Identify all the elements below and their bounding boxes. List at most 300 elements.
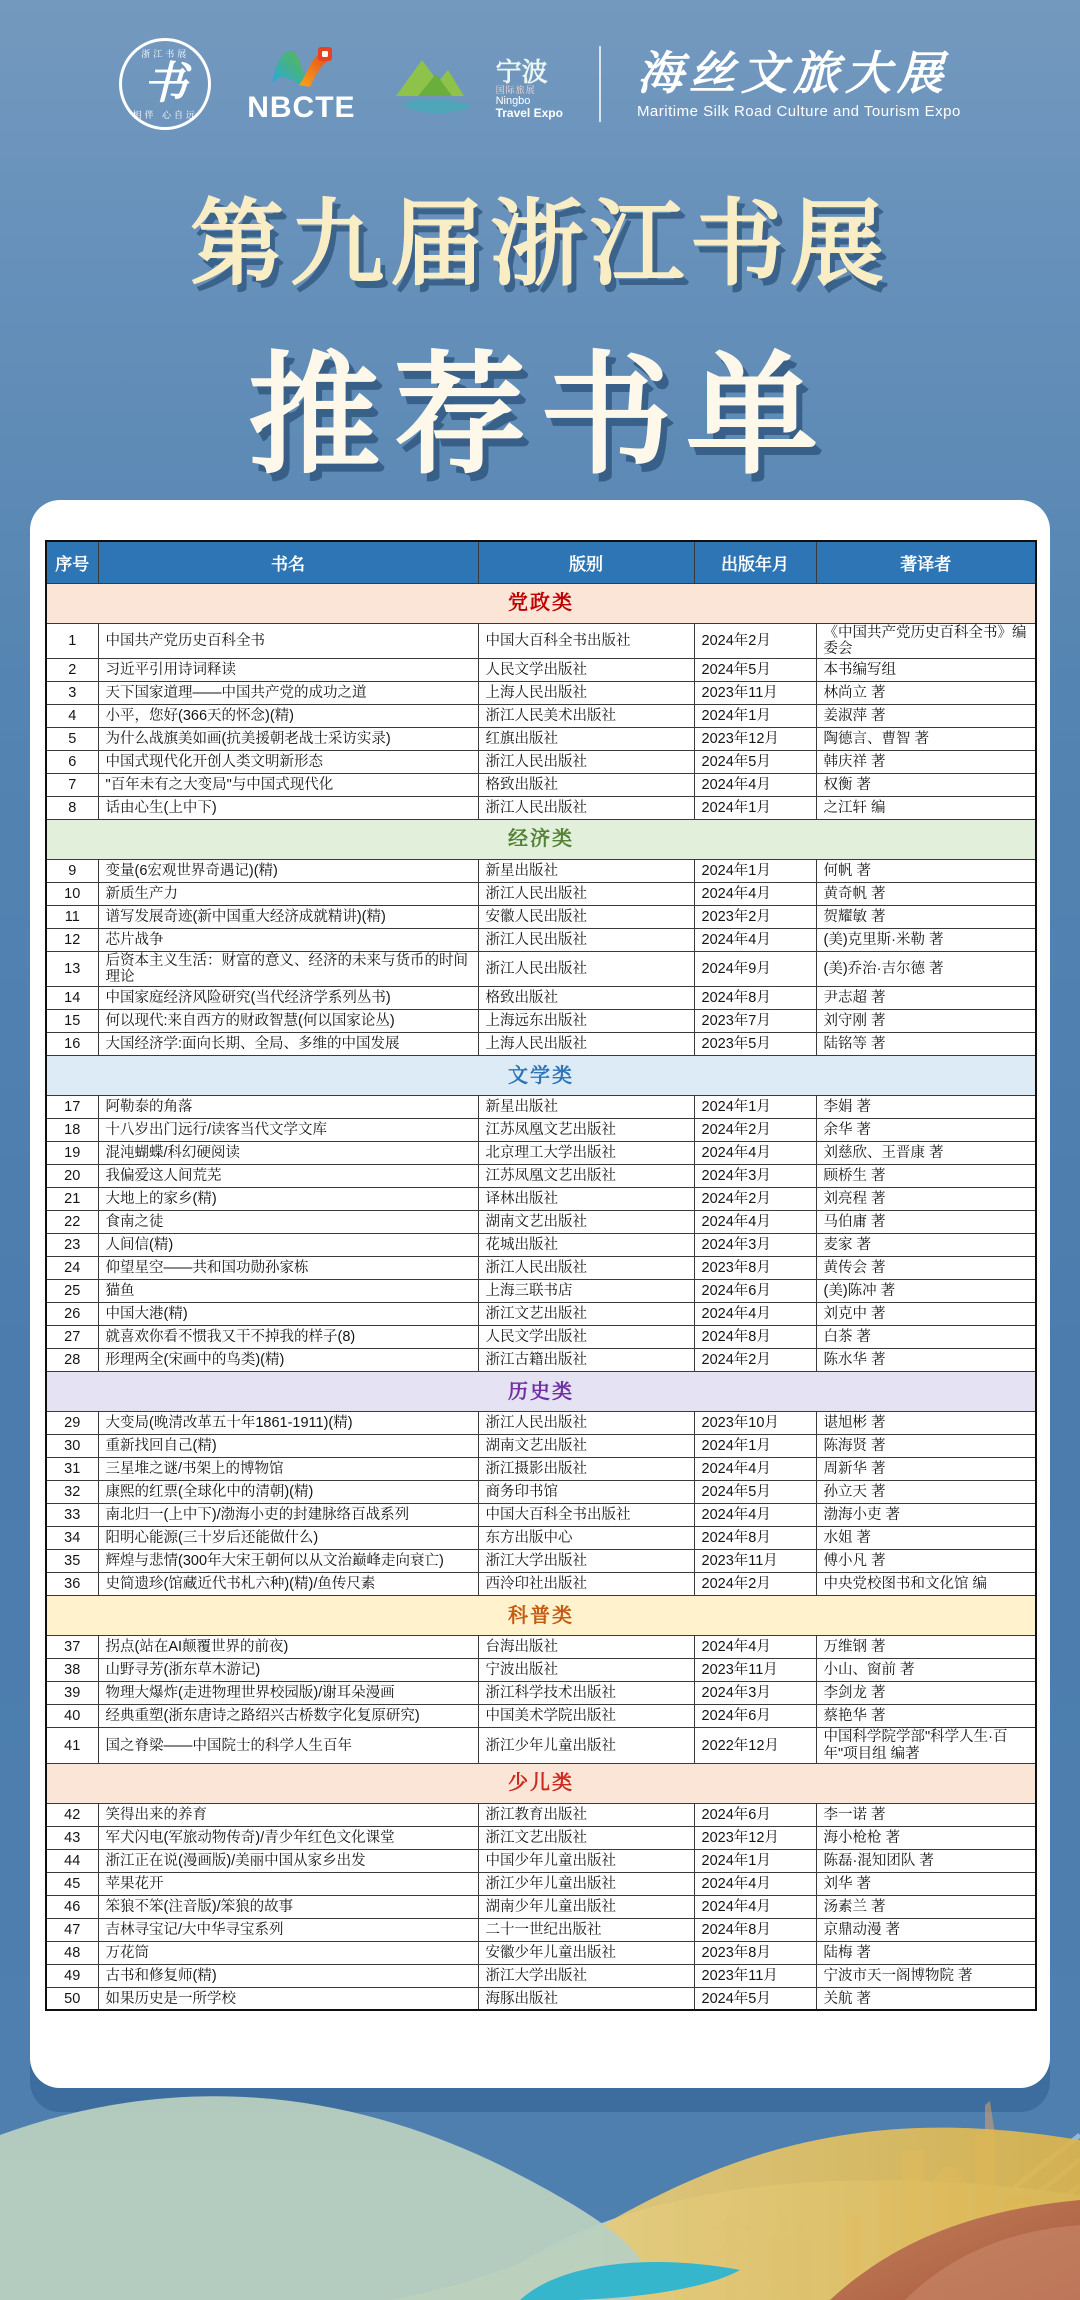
book-publisher: 浙江文艺出版社 <box>478 1303 694 1326</box>
book-date: 2024年4月 <box>694 882 816 905</box>
book-author: 白茶 著 <box>816 1326 1036 1349</box>
book-author: 陈水华 著 <box>816 1349 1036 1372</box>
book-author: 京鼎动漫 著 <box>816 1918 1036 1941</box>
book-publisher: 上海远东出版社 <box>478 1010 694 1033</box>
book-publisher: 浙江摄影出版社 <box>478 1458 694 1481</box>
book-date: 2024年3月 <box>694 1682 816 1705</box>
book-date: 2024年2月 <box>694 1349 816 1372</box>
book-title: 习近平引用诗词释读 <box>98 658 478 681</box>
book-row <box>46 1412 1036 1435</box>
book-row <box>46 1234 1036 1257</box>
book-author: 汤素兰 著 <box>816 1895 1036 1918</box>
book-no: 19 <box>46 1142 98 1165</box>
book-author: 水姐 著 <box>816 1527 1036 1550</box>
book-no: 22 <box>46 1211 98 1234</box>
book-title: 就喜欢你看不惯我又干不掉我的样子(8) <box>98 1326 478 1349</box>
book-publisher: 中国大百科全书出版社 <box>478 1504 694 1527</box>
book-title: 万花筒 <box>98 1941 478 1964</box>
book-title: 芯片战争 <box>98 928 478 951</box>
book-title: 新质生产力 <box>98 882 478 905</box>
section-row <box>46 819 1036 859</box>
book-author: 顾桥生 著 <box>816 1165 1036 1188</box>
book-no: 1 <box>46 623 98 658</box>
section-row <box>46 1596 1036 1636</box>
book-no: 18 <box>46 1119 98 1142</box>
book-author: 何帆 著 <box>816 859 1036 882</box>
book-publisher: 浙江人民出版社 <box>478 882 694 905</box>
book-title: 阿勒泰的角落 <box>98 1096 478 1119</box>
book-title: 经典重塑(浙东唐诗之路绍兴古桥数字化复原研究) <box>98 1705 478 1728</box>
book-date: 2023年5月 <box>694 1033 816 1056</box>
footer-wave-art <box>0 2065 1080 2300</box>
book-publisher: 译林出版社 <box>478 1188 694 1211</box>
book-author: 本书编写组 <box>816 658 1036 681</box>
col-header-publisher: 版别 <box>478 541 694 583</box>
book-no: 27 <box>46 1326 98 1349</box>
book-row <box>46 951 1036 986</box>
book-author: 蔡艳华 著 <box>816 1705 1036 1728</box>
book-author: 陶德言、曹智 著 <box>816 727 1036 750</box>
book-row <box>46 1458 1036 1481</box>
book-publisher: 西泠印社出版社 <box>478 1573 694 1596</box>
book-date: 2024年8月 <box>694 987 816 1010</box>
col-header-date: 出版年月 <box>694 541 816 583</box>
book-row <box>46 1504 1036 1527</box>
book-title: 辉煌与悲情(300年大宋王朝何以从文治巅峰走向衰亡) <box>98 1550 478 1573</box>
book-author: 宁波市天一阁博物院 著 <box>816 1964 1036 1987</box>
book-row <box>46 1659 1036 1682</box>
book-no: 21 <box>46 1188 98 1211</box>
book-no: 12 <box>46 928 98 951</box>
book-row <box>46 1636 1036 1659</box>
book-date: 2024年5月 <box>694 658 816 681</box>
book-row <box>46 1142 1036 1165</box>
book-row <box>46 1257 1036 1280</box>
book-date: 2024年2月 <box>694 1188 816 1211</box>
book-date: 2024年8月 <box>694 1918 816 1941</box>
book-title: 变量(6宏观世界奇遇记)(精) <box>98 859 478 882</box>
book-publisher: 浙江人民美术出版社 <box>478 704 694 727</box>
book-no: 15 <box>46 1010 98 1033</box>
book-title: 南北归一(上中下)/渤海小吏的封建脉络百战系列 <box>98 1504 478 1527</box>
book-row <box>46 1941 1036 1964</box>
book-title: 话由心生(上中下) <box>98 796 478 819</box>
book-no: 37 <box>46 1636 98 1659</box>
section-label: 文学类 <box>46 1056 1036 1096</box>
book-date: 2024年6月 <box>694 1705 816 1728</box>
book-title: 史简遗珍(馆藏近代书札六种)(精)/鱼传尺素 <box>98 1573 478 1596</box>
book-author: 刘慈欣、王晋康 著 <box>816 1142 1036 1165</box>
ningbo-travel-expo-logo <box>392 48 563 120</box>
book-title: 仰望星空——共和国功勋孙家栋 <box>98 1257 478 1280</box>
book-no: 9 <box>46 859 98 882</box>
book-publisher: 台海出版社 <box>478 1636 694 1659</box>
book-no: 31 <box>46 1458 98 1481</box>
book-author: (美)乔治·吉尔德 著 <box>816 951 1036 986</box>
book-publisher: 宁波出版社 <box>478 1659 694 1682</box>
mountain-water-icon <box>392 48 488 120</box>
book-date: 2024年2月 <box>694 1573 816 1596</box>
book-author: 刘守刚 著 <box>816 1010 1036 1033</box>
book-publisher: 浙江教育出版社 <box>478 1803 694 1826</box>
book-publisher: 人民文学出版社 <box>478 658 694 681</box>
book-publisher: 二十一世纪出版社 <box>478 1918 694 1941</box>
book-title: 康熙的红票(全球化中的清朝)(精) <box>98 1481 478 1504</box>
book-row <box>46 1573 1036 1596</box>
book-title: 小平，您好(366天的怀念)(精) <box>98 704 478 727</box>
book-author: 李一诺 著 <box>816 1803 1036 1826</box>
book-date: 2024年4月 <box>694 1872 816 1895</box>
book-row <box>46 1033 1036 1056</box>
book-author: 小山、窗前 著 <box>816 1659 1036 1682</box>
book-publisher: 湖南文艺出版社 <box>478 1435 694 1458</box>
book-title: 浙江正在说(漫画版)/美丽中国从家乡出发 <box>98 1849 478 1872</box>
book-author: 刘克中 著 <box>816 1303 1036 1326</box>
book-no: 10 <box>46 882 98 905</box>
book-row <box>46 882 1036 905</box>
book-row <box>46 1280 1036 1303</box>
book-date: 2024年5月 <box>694 1481 816 1504</box>
book-publisher: 浙江人民出版社 <box>478 951 694 986</box>
section-label: 历史类 <box>46 1372 1036 1412</box>
book-publisher: 浙江少年儿童出版社 <box>478 1872 694 1895</box>
book-no: 13 <box>46 951 98 986</box>
book-author: 傅小凡 著 <box>816 1550 1036 1573</box>
book-title: 重新找回自己(精) <box>98 1435 478 1458</box>
book-author: 黄传会 著 <box>816 1257 1036 1280</box>
book-author: 之江轩 编 <box>816 796 1036 819</box>
book-row <box>46 1119 1036 1142</box>
book-row <box>46 704 1036 727</box>
section-label: 党政类 <box>46 583 1036 623</box>
book-title: 谱写发展奇迹(新中国重大经济成就精讲)(精) <box>98 905 478 928</box>
book-author: 中央党校图书和文化馆 编 <box>816 1573 1036 1596</box>
nbcte-wordmark: NBCTE <box>247 91 356 124</box>
book-publisher: 新星出版社 <box>478 859 694 882</box>
book-title: 混沌蝴蝶/科幻硬阅读 <box>98 1142 478 1165</box>
book-row <box>46 750 1036 773</box>
book-date: 2024年4月 <box>694 1895 816 1918</box>
book-row <box>46 1728 1036 1763</box>
maritime-silk-road-expo-brand <box>637 48 961 120</box>
book-no: 40 <box>46 1705 98 1728</box>
book-no: 45 <box>46 1872 98 1895</box>
book-title: 国之脊梁——中国院士的科学人生百年 <box>98 1728 478 1763</box>
seal-arc-top-text: 浙江书展 <box>141 49 190 59</box>
col-header-author: 著译者 <box>816 541 1036 583</box>
book-publisher: 海豚出版社 <box>478 1987 694 2010</box>
book-no: 49 <box>46 1964 98 1987</box>
book-publisher: 北京理工大学出版社 <box>478 1142 694 1165</box>
brand-cn-calligraphy: 海丝文旅大展 <box>636 47 949 100</box>
book-no: 3 <box>46 681 98 704</box>
book-row <box>46 905 1036 928</box>
book-author: 李娟 著 <box>816 1096 1036 1119</box>
brand-en-subtitle: Maritime Silk Road Culture and Tourism Expo <box>636 102 961 120</box>
book-publisher: 浙江人民出版社 <box>478 1412 694 1435</box>
book-row <box>46 681 1036 704</box>
book-date: 2023年11月 <box>694 1550 816 1573</box>
book-author: 中国科学院学部"科学人生·百年"项目组 编著 <box>816 1728 1036 1763</box>
book-no: 17 <box>46 1096 98 1119</box>
logo-strip <box>0 38 1080 130</box>
book-publisher: 湖南文艺出版社 <box>478 1211 694 1234</box>
book-date: 2024年2月 <box>694 1119 816 1142</box>
logo-divider <box>599 46 601 122</box>
book-author: 陈磊·混知团队 著 <box>816 1849 1036 1872</box>
book-date: 2023年12月 <box>694 1826 816 1849</box>
section-row <box>46 583 1036 623</box>
book-no: 34 <box>46 1527 98 1550</box>
book-no: 36 <box>46 1573 98 1596</box>
section-label: 经济类 <box>46 819 1036 859</box>
book-date: 2024年5月 <box>694 1987 816 2010</box>
book-title: 十八岁出门远行/读客当代文学文库 <box>98 1119 478 1142</box>
nbcte-logo <box>247 43 355 125</box>
section-label: 科普类 <box>46 1596 1036 1636</box>
book-title: 猫鱼 <box>98 1280 478 1303</box>
book-publisher: 安徽人民出版社 <box>478 905 694 928</box>
book-title: 人间信(精) <box>98 1234 478 1257</box>
book-author: 黄奇帆 著 <box>816 882 1036 905</box>
book-title: 后资本主义生活：财富的意义、经济的未来与货币的时间理论 <box>98 951 478 986</box>
book-row <box>46 1349 1036 1372</box>
book-no: 38 <box>46 1659 98 1682</box>
book-publisher: 东方出版中心 <box>478 1527 694 1550</box>
book-title: 物理大爆炸(走进物理世界校园版)/谢耳朵漫画 <box>98 1682 478 1705</box>
title-fair-name: 第九届浙江书展 <box>189 191 890 296</box>
book-no: 39 <box>46 1682 98 1705</box>
book-date: 2024年6月 <box>694 1803 816 1826</box>
book-title: 吉林寻宝记/大中华寻宝系列 <box>98 1918 478 1941</box>
book-row <box>46 1435 1036 1458</box>
book-publisher: 湖南少年儿童出版社 <box>478 1895 694 1918</box>
book-date: 2024年8月 <box>694 1527 816 1550</box>
section-row <box>46 1372 1036 1412</box>
book-publisher: 浙江科学技术出版社 <box>478 1682 694 1705</box>
book-title: 苹果花开 <box>98 1872 478 1895</box>
book-date: 2024年1月 <box>694 796 816 819</box>
book-row <box>46 1165 1036 1188</box>
book-publisher: 浙江古籍出版社 <box>478 1349 694 1372</box>
book-title: 大变局(晚清改革五十年1861-1911)(精) <box>98 1412 478 1435</box>
section-row <box>46 1763 1036 1803</box>
book-row <box>46 1895 1036 1918</box>
book-publisher: 格致出版社 <box>478 987 694 1010</box>
book-date: 2023年11月 <box>694 1659 816 1682</box>
book-row <box>46 1010 1036 1033</box>
book-author: 李剑龙 著 <box>816 1682 1036 1705</box>
expo-cn-subtitle: 国际旅展 <box>495 85 536 96</box>
book-date: 2024年9月 <box>694 951 816 986</box>
book-row <box>46 859 1036 882</box>
col-header-no: 序号 <box>46 541 98 583</box>
table-header-row <box>46 541 1036 583</box>
poster-title <box>0 168 1080 499</box>
book-no: 41 <box>46 1728 98 1763</box>
book-row <box>46 1527 1036 1550</box>
book-publisher: 花城出版社 <box>478 1234 694 1257</box>
book-date: 2024年1月 <box>694 1849 816 1872</box>
book-publisher: 红旗出版社 <box>478 727 694 750</box>
book-author: 陈海贤 著 <box>816 1435 1036 1458</box>
book-row <box>46 1682 1036 1705</box>
book-no: 29 <box>46 1412 98 1435</box>
book-date: 2024年1月 <box>694 704 816 727</box>
book-publisher: 浙江文艺出版社 <box>478 1826 694 1849</box>
book-title: 何以现代:来自西方的财政智慧(何以国家论丛) <box>98 1010 478 1033</box>
book-date: 2024年6月 <box>694 1280 816 1303</box>
book-no: 6 <box>46 750 98 773</box>
book-row <box>46 796 1036 819</box>
book-title: 军犬闪电(军旅动物传奇)/青少年红色文化课堂 <box>98 1826 478 1849</box>
book-date: 2022年12月 <box>694 1728 816 1763</box>
book-title: 中国大港(精) <box>98 1303 478 1326</box>
book-author: 海小枪枪 著 <box>816 1826 1036 1849</box>
book-no: 33 <box>46 1504 98 1527</box>
seal-book-character: 书 <box>143 59 188 108</box>
book-publisher: 格致出版社 <box>478 773 694 796</box>
book-row <box>46 773 1036 796</box>
book-date: 2024年4月 <box>694 773 816 796</box>
book-publisher: 浙江少年儿童出版社 <box>478 1728 694 1763</box>
book-publisher: 浙江人民出版社 <box>478 796 694 819</box>
book-publisher: 江苏凤凰文艺出版社 <box>478 1165 694 1188</box>
expo-text-block <box>496 59 563 120</box>
book-date: 2024年4月 <box>694 928 816 951</box>
book-no: 30 <box>46 1435 98 1458</box>
book-row <box>46 1303 1036 1326</box>
book-no: 5 <box>46 727 98 750</box>
book-row <box>46 1803 1036 1826</box>
book-author: 余华 著 <box>816 1119 1036 1142</box>
book-title: 大国经济学:面向长期、全局、多维的中国发展 <box>98 1033 478 1056</box>
book-date: 2024年1月 <box>694 1096 816 1119</box>
book-author: 孙立天 著 <box>816 1481 1036 1504</box>
book-date: 2024年4月 <box>694 1142 816 1165</box>
book-date: 2024年1月 <box>694 859 816 882</box>
book-author: 渤海小吏 著 <box>816 1504 1036 1527</box>
book-date: 2024年1月 <box>694 1435 816 1458</box>
book-publisher: 中国大百科全书出版社 <box>478 623 694 658</box>
book-no: 44 <box>46 1849 98 1872</box>
book-row <box>46 1550 1036 1573</box>
expo-cn-name: 宁波 <box>495 57 548 88</box>
book-date: 2024年4月 <box>694 1211 816 1234</box>
book-author: (美)克里斯·米勒 著 <box>816 928 1036 951</box>
book-author: 《中国共产党历史百科全书》编委会 <box>816 623 1036 658</box>
book-date: 2024年8月 <box>694 1326 816 1349</box>
book-no: 25 <box>46 1280 98 1303</box>
expo-en-subtitle: Travel Expo <box>495 106 563 121</box>
book-author: 贺耀敏 著 <box>816 905 1036 928</box>
book-title: 食南之徒 <box>98 1211 478 1234</box>
book-date: 2024年3月 <box>694 1234 816 1257</box>
book-no: 42 <box>46 1803 98 1826</box>
book-title: 古书和修复师(精) <box>98 1964 478 1987</box>
title-booklist: 推荐书单 <box>248 342 832 489</box>
book-title: 我偏爱这人间荒芜 <box>98 1165 478 1188</box>
book-author: 谌旭彬 著 <box>816 1412 1036 1435</box>
book-no: 7 <box>46 773 98 796</box>
book-author: 林尚立 著 <box>816 681 1036 704</box>
book-row <box>46 1964 1036 1987</box>
book-publisher: 浙江大学出版社 <box>478 1964 694 1987</box>
book-no: 26 <box>46 1303 98 1326</box>
book-date: 2023年7月 <box>694 1010 816 1033</box>
book-row <box>46 928 1036 951</box>
book-author: 权衡 著 <box>816 773 1036 796</box>
book-publisher: 中国少年儿童出版社 <box>478 1849 694 1872</box>
book-date: 2024年5月 <box>694 750 816 773</box>
col-header-title: 书名 <box>98 541 478 583</box>
book-row <box>46 727 1036 750</box>
book-author: 刘华 著 <box>816 1872 1036 1895</box>
book-no: 28 <box>46 1349 98 1372</box>
book-date: 2024年3月 <box>694 1165 816 1188</box>
book-date: 2023年2月 <box>694 905 816 928</box>
book-author: 麦家 著 <box>816 1234 1036 1257</box>
book-date: 2024年4月 <box>694 1636 816 1659</box>
book-author: 马伯庸 著 <box>816 1211 1036 1234</box>
expo-en-name: Ningbo <box>495 94 531 107</box>
book-author: 韩庆祥 著 <box>816 750 1036 773</box>
book-publisher: 浙江大学出版社 <box>478 1550 694 1573</box>
section-label: 少儿类 <box>46 1763 1036 1803</box>
book-publisher: 浙江人民出版社 <box>478 1257 694 1280</box>
book-no: 24 <box>46 1257 98 1280</box>
book-date: 2023年11月 <box>694 681 816 704</box>
book-date: 2023年8月 <box>694 1257 816 1280</box>
book-title: 中国共产党历史百科全书 <box>98 623 478 658</box>
book-title: 笨狼不笨(注音版)/笨狼的故事 <box>98 1895 478 1918</box>
book-publisher: 中国美术学院出版社 <box>478 1705 694 1728</box>
book-title: 笑得出来的养育 <box>98 1803 478 1826</box>
book-no: 47 <box>46 1918 98 1941</box>
book-publisher: 上海三联书店 <box>478 1280 694 1303</box>
book-date: 2023年12月 <box>694 727 816 750</box>
book-date: 2023年8月 <box>694 1941 816 1964</box>
book-date: 2024年4月 <box>694 1458 816 1481</box>
book-row <box>46 1987 1036 2010</box>
book-author: 万维钢 著 <box>816 1636 1036 1659</box>
book-row <box>46 623 1036 658</box>
book-title: 阳明心能源(三十岁后还能做什么) <box>98 1527 478 1550</box>
book-row <box>46 1096 1036 1119</box>
book-row <box>46 658 1036 681</box>
book-author: 陆梅 著 <box>816 1941 1036 1964</box>
book-no: 14 <box>46 987 98 1010</box>
book-date: 2023年11月 <box>694 1964 816 1987</box>
book-title: 拐点(站在AI颠覆世界的前夜) <box>98 1636 478 1659</box>
zhejiang-book-fair-seal-logo <box>119 38 211 130</box>
book-author: 周新华 著 <box>816 1458 1036 1481</box>
book-no: 32 <box>46 1481 98 1504</box>
book-no: 20 <box>46 1165 98 1188</box>
book-title: "百年未有之大变局"与中国式现代化 <box>98 773 478 796</box>
book-no: 16 <box>46 1033 98 1056</box>
book-no: 50 <box>46 1987 98 2010</box>
book-row <box>46 1705 1036 1728</box>
book-no: 8 <box>46 796 98 819</box>
book-row <box>46 1481 1036 1504</box>
book-date: 2024年2月 <box>694 623 816 658</box>
book-no: 11 <box>46 905 98 928</box>
book-row <box>46 1188 1036 1211</box>
book-row <box>46 987 1036 1010</box>
section-row <box>46 1056 1036 1096</box>
book-row <box>46 1326 1036 1349</box>
